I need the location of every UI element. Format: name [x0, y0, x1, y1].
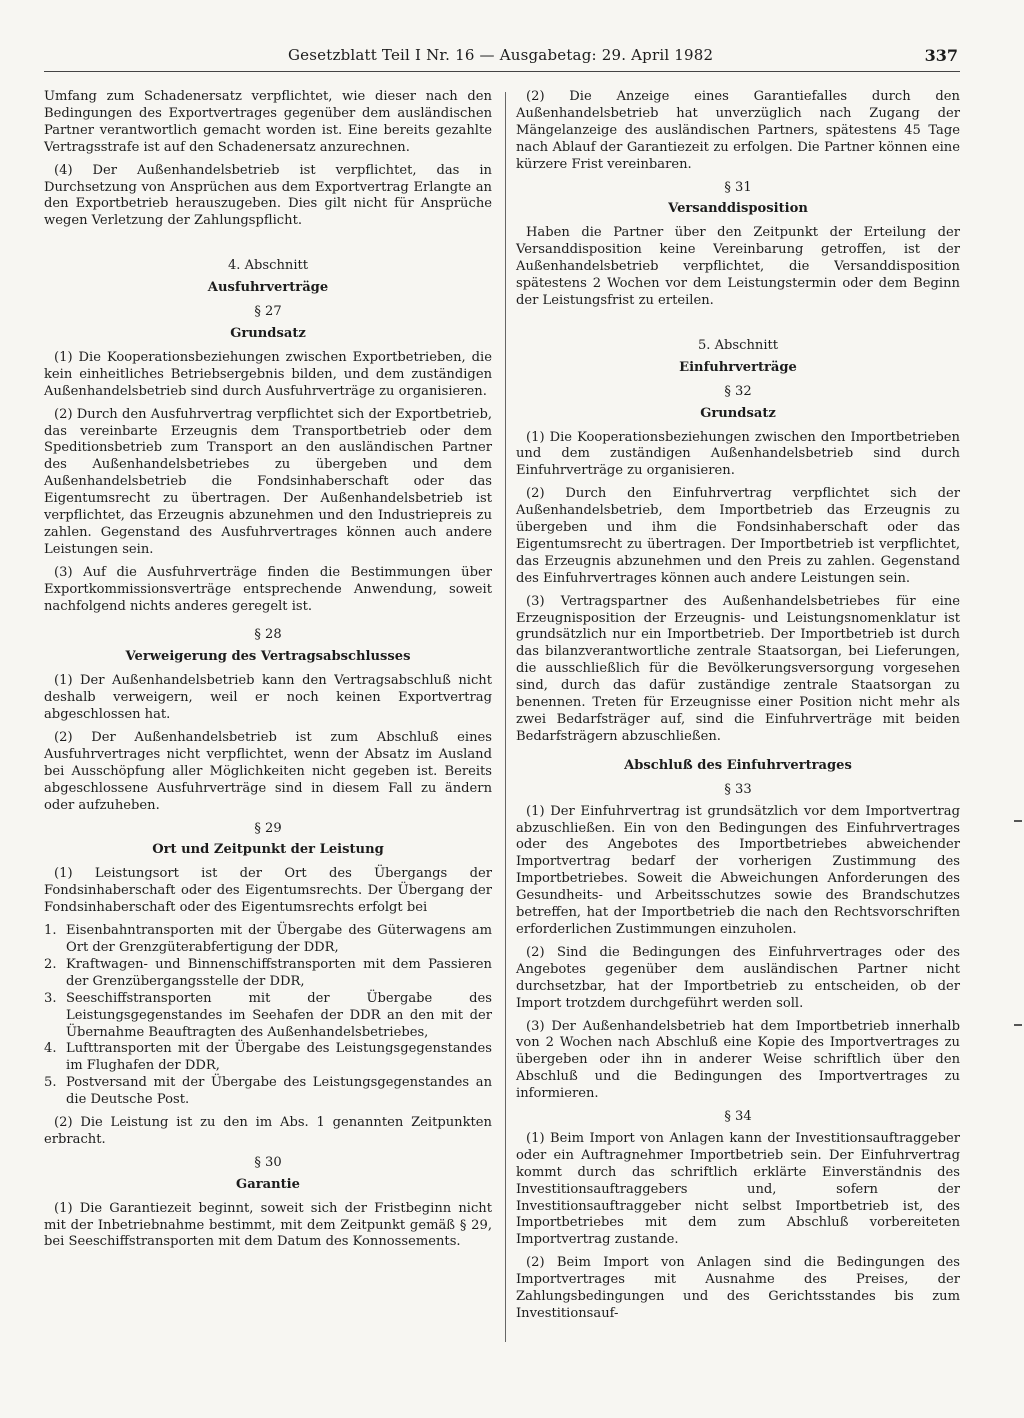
- paragraph: (2) Beim Import von Anlagen sind die Bedingungen des Importvertrages mit Ausnahme des Preises, der Zahlungsbedingungen und des Gerichtsstandes bis zum Investitionsauf-: [516, 1255, 960, 1321]
- paragraph: (2) Die Anzeige eines Garantiefalles durch den Außenhandelsbetrieb hat unverzüglich nach Zugang der Mängelanzeige des ausländischen Partners, spätestens 45 Tage nach Ablauf der Garantiezeit zu erfolgen. Die Partner können eine kürzere Frist vereinbaren.: [516, 89, 960, 172]
- scan-mark: [1014, 1024, 1022, 1026]
- paragraph: (2) Durch den Ausfuhrvertrag verpflichtet sich der Exportbetrieb, das vereinbarte Erzeugnis dem Transportbetrieb oder dem Speditionsbetrieb zum Transport an den ausländischen Partner des Außenhandelsbetriebes zu übergeben und dem Außenhandelsbetrieb die Fondsinhaberschaft oder das Eigentumsrecht zu übertragen. Der Außenhandelsbetrieb ist verpflichtet, das Erzeugnis abzunehmen und den Industriepreis zu zahlen. Gegenstand des Ausfuhrvertrages können auch andere Leistungen sein.: [44, 406, 492, 557]
- header-rule: [44, 71, 960, 72]
- left-column: [44, 89, 492, 1257]
- paragraph-number: § 30: [254, 1154, 282, 1170]
- paragraph-title: Grundsatz: [230, 325, 306, 341]
- list-item: 2. Kraftwagen- und Binnenschiffstransporten mit dem Passieren der Grenzübergangsstelle der DDR,: [44, 956, 492, 989]
- paragraph: (2) Der Außenhandelsbetrieb ist zum Abschluß eines Ausfuhrvertrages nicht verpflichtet, wenn der Absatz im Ausland bei Ausschöpfung aller Möglichkeiten nicht gegeben ist. Bereits abgeschlossene Ausfuhrverträge sind in diesem Fall zu ändern oder aufzuheben.: [44, 730, 492, 813]
- paragraph: (3) Der Außenhandelsbetrieb hat dem Importbetrieb innerhalb von 2 Wochen nach Abschluß eine Kopie des Importvertrages zu übergeben oder ihn in anderer Weise schriftlich über den Abschluß und die Bedingungen des Importvertrages zu informieren.: [516, 1018, 960, 1102]
- page-number: 337: [924, 46, 958, 65]
- paragraph: (1) Der Einfuhrvertrag ist grundsätzlich vor dem Importvertrag abzuschließen. Ein von den Bedingungen des Einfuhrvertrages oder des Angebotes des Importbetriebes abweichender Importvertrag bedarf der vorherigen Zustimmung des Importbetriebes. Soweit die Abweichungen Anforderungen des Gesundheits- und Arbeitsschutzes sowie des Brandschutzes betreffen, hat der Importbetrieb die nach den Rechtsvorschriften erforderlichen Zustimmungen einzuholen.: [516, 803, 960, 937]
- paragraph: (3) Vertragspartner des Außenhandelsbetriebes für eine Erzeugnisposition der Erzeugnis- und Leistungsnomenklatur ist grundsätzlich nur ein Importbetrieb. Der Importbetrieb ist durch das bilanzverantwortliche zentrale Staatsorgan, bei Lieferungen, die ausschließlich für die Bevölkerungsversorgung vorgesehen sind, durch das dafür zuständige zentrale Staatsorgan zu benennen. Treten für Erzeugnisse einer Position nicht mehr als zwei Bedarfsträger auf, sind die Einfuhrverträge mit beiden Bedarfsträgern abzuschließen.: [516, 593, 960, 744]
- paragraph: (2) Durch den Einfuhrvertrag verpflichtet sich der Außenhandelsbetrieb, dem Importbetrieb das Erzeugnis zu übergeben und ihm die Fondsinhaberschaft oder das Eigentumsrecht zu übertragen. Der Importbetrieb ist verpflichtet, das Erzeugnis abzunehmen und den Preis zu zahlen. Gegenstand des Einfuhrvertrages können auch andere Leistungen sein.: [516, 486, 960, 586]
- section-title: Einfuhrverträge: [679, 359, 797, 375]
- paragraph: (1) Die Garantiezeit beginnt, soweit sich der Fristbeginn nicht mit der Inbetriebnahme bestimmt, mit dem Zeitpunkt gemäß § 29, bei Seeschiffstransporten mit dem Datum des Konnossements.: [44, 1200, 492, 1250]
- paragraph-number: § 31: [724, 179, 752, 195]
- paragraph-title: Versanddisposition: [668, 201, 808, 217]
- paragraph: (4) Der Außenhandelsbetrieb ist verpflichtet, das in Durchsetzung von Ansprüchen aus dem Exportvertrag Erlangte an den Exportbetrieb herauszugeben. Dies gilt nicht für Ansprüche wegen Verletzung der Zahlungspflicht.: [44, 162, 492, 229]
- paragraph-title: Grundsatz: [700, 405, 776, 421]
- paragraph: (3) Auf die Ausfuhrverträge finden die Bestimmungen über Exportkommissionsverträge entsprechende Anwendung, soweit nachfolgend nichts anderes geregelt ist.: [44, 564, 492, 614]
- list-item: 3. Seeschiffstransporten mit der Übergabe des Leistungsgegenstandes im Seehafen der DDR an den mit der Übernahme Beauftragten des Außenhandelsbetriebes,: [44, 990, 492, 1040]
- paragraph: (2) Die Leistung ist zu den im Abs. 1 genannten Zeitpunkten erbracht.: [44, 1115, 492, 1147]
- paragraph-number: § 32: [724, 383, 752, 399]
- paragraph: (1) Beim Import von Anlagen kann der Investitionsauftraggeber oder ein Auftragnehmer Importbetrieb sein. Der Einfuhrvertrag kommt durch das schriftlich erklärte Einverständnis des Investitionsauftraggebers und, sofern der Investitionsauftraggeber nicht selbst Importbetrieb ist, des Importbetriebes mit dem zum Abschluß vorbereiteten Importvertrag zustande.: [516, 1130, 960, 1248]
- page-header: [0, 46, 1024, 70]
- paragraph-number: § 33: [724, 781, 752, 797]
- paragraph: (1) Die Kooperationsbeziehungen zwischen den Importbetrieben und dem zuständigen Außenhandelsbetrieb sind durch Einfuhrverträge zu organisieren.: [516, 429, 960, 479]
- subsection-title: Abschluß des Einfuhrvertrages: [624, 757, 852, 773]
- paragraph: (1) Der Außenhandelsbetrieb kann den Vertragsabschluß nicht deshalb verweigern, weil er noch keinen Exportvertrag abgeschlossen hat.: [44, 673, 492, 723]
- paragraph-number: § 34: [724, 1109, 752, 1125]
- transport-list: [44, 923, 492, 1109]
- paragraph-number: § 28: [254, 627, 282, 643]
- paragraph: (1) Leistungsort ist der Ort des Übergangs der Fondsinhaberschaft oder des Eigentumsrechts. Der Übergang der Fondsinhaberschaft oder des Eigentumsrechts erfolgt bei: [44, 866, 492, 916]
- section-number: 4. Abschnitt: [227, 258, 309, 274]
- paragraph: Haben die Partner über den Zeitpunkt der Erteilung der Versanddisposition keine Vereinbarung getroffen, ist der Außenhandelsbetrieb verpflichtet, die Versanddisposition spätestens 2 Wochen vor dem Leistungstermin oder dem Beginn der Leistungsfrist zu erteilen.: [516, 225, 960, 308]
- paragraph-number: § 29: [254, 820, 282, 836]
- paragraph-title: Garantie: [236, 1176, 300, 1192]
- list-item: 1. Eisenbahntransporten mit der Übergabe des Güterwagens am Ort der Grenzgüterabfertigung der DDR,: [44, 923, 492, 955]
- section-title: Ausfuhrverträge: [207, 280, 329, 296]
- list-item: 5. Postversand mit der Übergabe des Leistungsgegenstandes an die Deutsche Post.: [44, 1075, 492, 1108]
- paragraph: Umfang zum Schadenersatz verpflichtet, wie dieser nach den Bedingungen des Exportvertrages gegenüber dem ausländischen Partner verantwortlich gemacht worden ist. Eine bereits gezahlte Vertragsstrafe ist auf den Schadenersatz anzurechnen.: [44, 89, 492, 155]
- list-item: 4. Lufttransporten mit der Übergabe des Leistungsgegenstandes im Flughafen der DDR,: [44, 1041, 492, 1074]
- paragraph: (2) Sind die Bedingungen des Einfuhrvertrages oder des Angebotes gegenüber dem ausländischen Partner nicht durchsetzbar, hat der Importbetrieb zu entscheiden, ob der Import trotzdem durchgeführt werden soll.: [516, 944, 960, 1011]
- column-divider: [505, 92, 506, 1342]
- paragraph-title: Ort und Zeitpunkt der Leistung: [152, 842, 384, 858]
- header-title: Gesetzblatt Teil I Nr. 16 — Ausgabetag: 29. April 1982: [288, 46, 714, 64]
- section-number: 5. Abschnitt: [697, 337, 779, 353]
- paragraph: (1) Die Kooperationsbeziehungen zwischen Exportbetrieben, die kein einheitliches Betriebsergebnis bilden, und dem zuständigen Außenhandelsbetrieb sind durch Ausfuhrverträge zu organisieren.: [44, 349, 492, 399]
- paragraph-title: Verweigerung des Vertragsabschlusses: [125, 649, 411, 665]
- scan-mark: [1014, 820, 1022, 822]
- paragraph-number: § 27: [254, 304, 282, 320]
- right-column: [516, 89, 960, 1329]
